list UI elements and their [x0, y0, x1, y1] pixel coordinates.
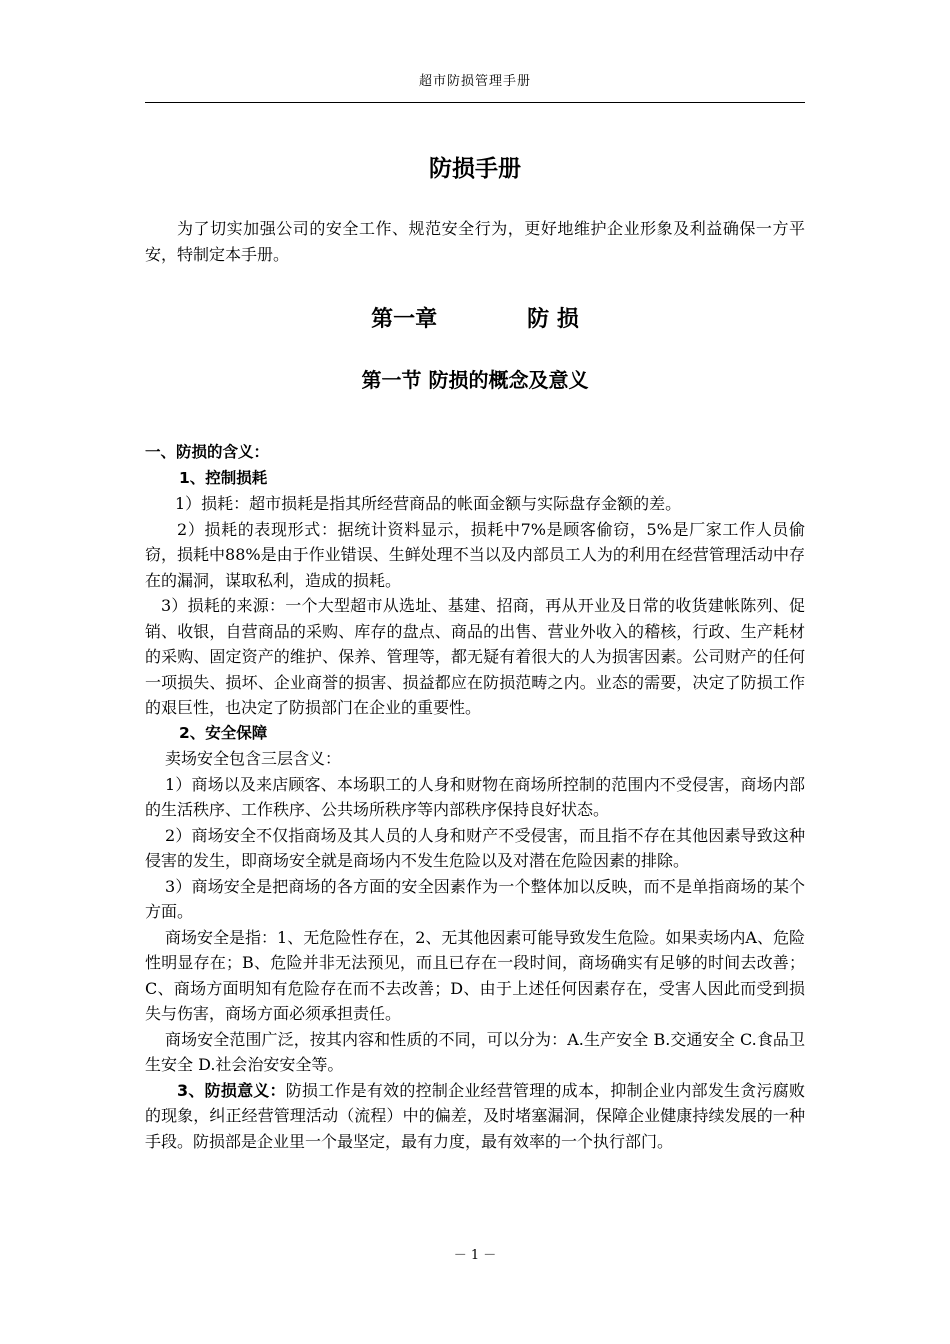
- paragraph: 3）商场安全是把商场的各方面的安全因素作为一个整体加以反映，而不是单指商场的某个方面。: [145, 876, 805, 921]
- paragraph-text: 防损工作是有效的控制企业经营管理的成本，抑制企业内部发生贪污腐败的现象，纠正经营管理活动（流程）中的偏差，及时堵塞漏洞，保障企业健康持续发展的一种手段。防损部是企业里一个最坚定，最有力度，最有效率的一个执行部门。: [145, 1080, 805, 1151]
- part-heading: 一、防损的含义：: [145, 443, 270, 461]
- paragraph: [145, 1078, 805, 1155]
- inline-heading: 3、防损意义：: [177, 1080, 286, 1100]
- header-divider: [145, 102, 805, 103]
- page-number: － 1 －: [453, 1248, 497, 1263]
- intro-paragraph: 为了切实加强公司的安全工作、规范安全行为，更好地维护企业形象及利益确保一方平安，特制定本手册。: [145, 219, 805, 264]
- chapter-heading: [145, 302, 805, 333]
- subsection-heading: 1、控制损耗: [179, 468, 268, 487]
- paragraph: 2）损耗的表现形式：据统计资料显示，损耗中7%是顾客偷窃，5%是厂家工作人员偷窃，损耗中88%是由于作业错误、生鲜处理不当以及内部员工人为的利用在经营管理活动中存在的漏洞，谋取私利，造成的损耗。: [145, 519, 805, 590]
- paragraph: 2）商场安全不仅指商场及其人员的人身和财产不受侵害，而且指不存在其他因素导致这种侵害的发生，即商场安全就是商场内不发生危险以及对潜在危险因素的排除。: [145, 825, 805, 870]
- paragraph: 3）损耗的来源：一个大型超市从选址、基建、招商，再从开业及日常的收货建帐陈列、促销、收银，自营商品的采购、库存的盘点、商品的出售、营业外收入的稽核，行政、生产耗材的采购、固定资产的维护、保养、管理等，都无疑有着很大的人为损害因素。公司财产的任何一项损失、损坏、企业商誉的损害、损益都应在防损范畴之内。业态的需要，决定了防损工作的艰巨性，也决定了防损部门在企业的重要性。: [145, 596, 805, 717]
- chapter-name: 防 损: [527, 307, 579, 332]
- subsection-heading: 2、安全保障: [179, 723, 268, 742]
- main-body: [145, 440, 805, 1154]
- paragraph: 商场安全范围广泛，按其内容和性质的不同，可以分为：A.生产安全 B.交通安全 C.食品卫生安全 D.社会治安安全等。: [145, 1029, 805, 1074]
- chapter-number: 第一章: [371, 307, 438, 332]
- running-header: 超市防损管理手册: [418, 74, 531, 89]
- section-title: 第一节 防损的概念及意义: [361, 368, 589, 392]
- paragraph: 商场安全是指：1、无危险性存在，2、无其他因素可能导致发生危险。如果卖场内A、危险性明显存在；B、危险并非无法预见，而且已存在一段时间，商场确实有足够的时间去改善；C、商场方面明知有危险存在而不去改善；D、由于上述任何因素存在，受害人因此而受到损失与伤害，商场方面必须承担责任。: [145, 927, 805, 1023]
- document-title: 防损手册: [429, 156, 521, 182]
- paragraph: 卖场安全包含三层含义：: [165, 749, 342, 768]
- paragraph: 1）损耗：超市损耗是指其所经营商品的帐面金额与实际盘存金额的差。: [175, 494, 682, 513]
- paragraph: 1）商场以及来店顾客、本场职工的人身和财物在商场所控制的范围内不受侵害，商场内部的生活秩序、工作秩序、公共场所秩序等内部秩序保持良好状态。: [145, 774, 805, 819]
